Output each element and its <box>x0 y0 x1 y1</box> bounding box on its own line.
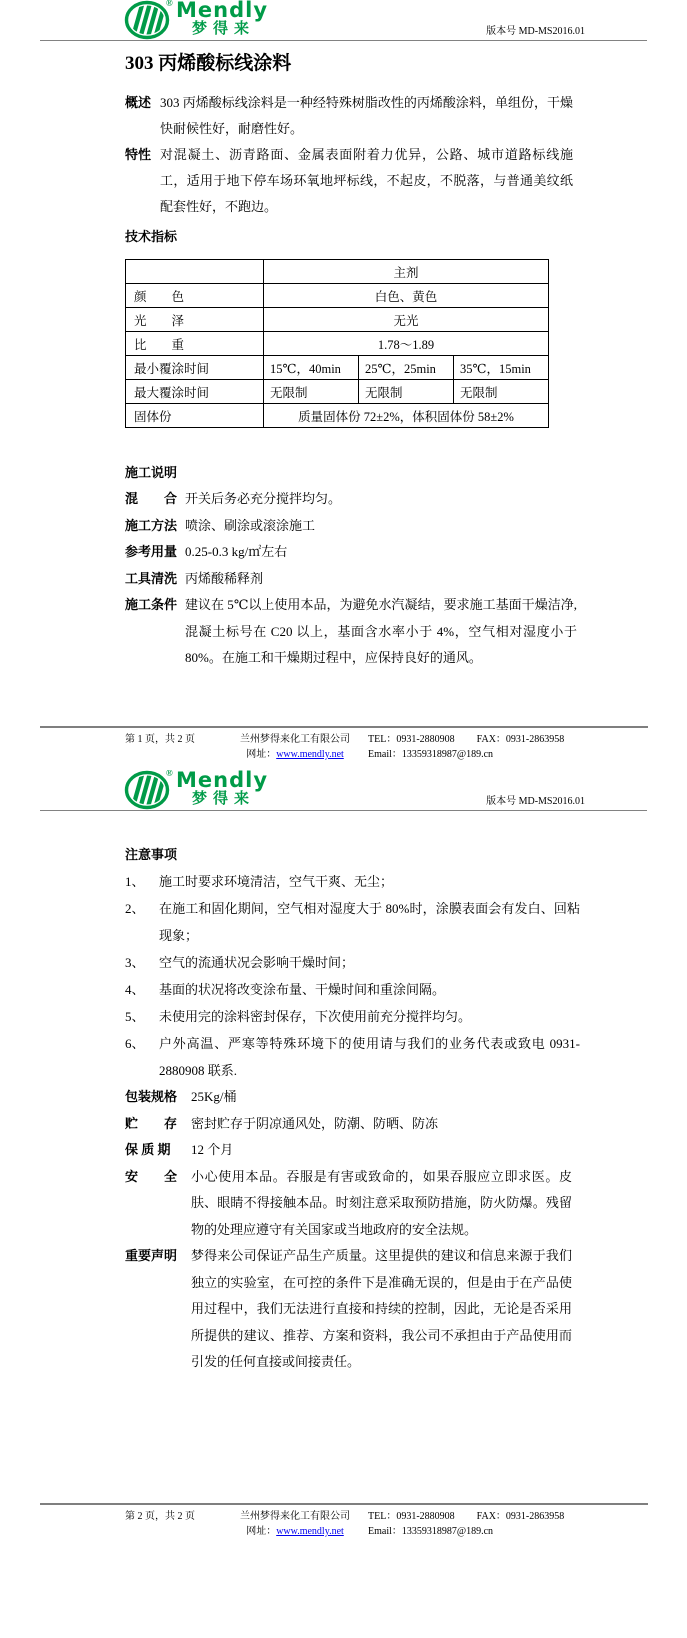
note-number: 2、 <box>125 901 145 916</box>
registered-mark-icon: ® <box>166 770 173 778</box>
item-label: 参考用量 <box>125 544 178 559</box>
brand-name: Mendly <box>176 0 269 22</box>
page-footer <box>40 1503 648 1539</box>
spec-row-density <box>126 332 549 356</box>
website-label: 网址： <box>246 1526 277 1537</box>
spec-label-cell: 最小覆涂时间 <box>126 356 264 380</box>
document-page-2 <box>0 770 687 1540</box>
construction-item-cleaning <box>125 566 687 593</box>
footer-columns <box>40 1509 648 1539</box>
spec-label-cell: 比 重 <box>126 332 264 356</box>
fax-label: FAX：0931-2863958 <box>476 1511 565 1522</box>
spec-value-cell: 白色、黄色 <box>264 284 549 308</box>
item-text: 开关后务必充分搅拌均匀。 <box>185 491 342 506</box>
spec-value-cell: 15℃，40min <box>264 356 359 380</box>
item-text: 0.25-0.3 kg/㎡左右 <box>185 544 288 559</box>
note-text: 在施工和固化期间，空气相对湿度大于 80%时，涂膜表面会有发白、回粘现象； <box>159 901 580 943</box>
construction-item-dosage <box>125 539 687 566</box>
note-item-4 <box>125 976 687 1003</box>
document-page-1 <box>0 0 687 770</box>
note-text: 基面的状况将改变涂布量、干燥时间和重涂间隔。 <box>159 982 446 997</box>
tel-fax-line <box>368 1509 564 1524</box>
item-text: 丙烯酸稀释剂 <box>185 570 264 586</box>
spec-value-cell: 35℃，15min <box>454 356 549 380</box>
tech-spec-heading: 技术指标 <box>125 229 178 244</box>
info-label: 包装规格 <box>125 1089 178 1104</box>
note-number: 5、 <box>125 1009 145 1024</box>
notes-heading: 注意事项 <box>125 847 178 862</box>
tech-spec-table <box>125 259 549 428</box>
brand-logo <box>124 770 268 810</box>
spec-label-cell: 光 泽 <box>126 308 264 332</box>
brand-logo <box>124 0 268 40</box>
website-link[interactable]: www.mendly.net <box>276 1526 344 1537</box>
spec-corner-cell <box>126 260 264 284</box>
info-label: 保 质 期 <box>125 1142 171 1157</box>
overview-text: 303 丙烯酸标线涂料是一种经特殊树脂改性的丙烯酸涂料，单组份，干燥快耐候性好，耐磨性好。 <box>160 95 573 136</box>
feature-label: 特性 <box>125 147 152 162</box>
item-label: 混 合 <box>125 491 178 506</box>
spec-header-cell: 主剂 <box>264 260 549 284</box>
item-text: 建议在 5℃以上使用本品，为避免水汽凝结，要求施工基面干燥洁净, 混凝土标号在 C20 以上，基面含水率小于 4%，空气相对湿度小于 80%。在施工和干燥期过程中，应保持良好的通风。 <box>185 597 577 665</box>
footer-company-block <box>240 732 350 762</box>
product-title: 303 丙烯酸标线涂料 <box>125 53 292 74</box>
footer-contact-block <box>368 732 564 762</box>
email-label: Email：13359318987@189.cn <box>368 749 494 760</box>
note-text: 未使用完的涂料密封保存，下次使用前充分搅拌均匀。 <box>159 1009 472 1024</box>
brand-name-block <box>176 0 268 37</box>
footer-columns <box>40 732 648 762</box>
page-footer <box>40 726 648 762</box>
note-number: 3、 <box>125 955 145 970</box>
overview-section <box>125 90 687 142</box>
spec-value-cell: 无限制 <box>264 380 359 404</box>
footer-company-block <box>240 1509 350 1539</box>
brand-name: Mendly <box>176 770 269 792</box>
note-item-2 <box>125 895 687 949</box>
info-text: 密封贮存于阴凉通风处，防潮、防晒、防冻 <box>191 1115 439 1131</box>
spec-row-header <box>126 260 549 284</box>
note-text: 空气的流通状况会影响干燥时间； <box>159 955 355 970</box>
tel-label: TEL：0931-2880908 <box>368 1511 455 1522</box>
mendly-logo-icon <box>124 770 170 810</box>
mendly-logo-icon <box>124 0 170 40</box>
spec-row-gloss <box>126 308 549 332</box>
spec-label-cell: 固体份 <box>126 404 264 428</box>
info-item-safety <box>125 1164 687 1244</box>
tel-label: TEL：0931-2880908 <box>368 734 455 745</box>
note-item-6 <box>125 1030 687 1084</box>
overview-label: 概述 <box>125 95 152 110</box>
info-text: 25Kg/桶 <box>191 1089 237 1104</box>
construction-heading: 施工说明 <box>125 465 178 480</box>
website-line <box>240 1524 350 1539</box>
construction-item-method <box>125 513 687 540</box>
page-header <box>40 770 647 810</box>
note-text: 施工时要求环境清洁，空气干爽、无尘； <box>159 874 394 889</box>
feature-section <box>125 142 687 220</box>
note-item-3 <box>125 949 687 976</box>
version-label: 版本号 MD-MS2016.01 <box>486 796 585 807</box>
page-header <box>40 0 647 40</box>
info-item-packaging <box>125 1084 687 1111</box>
note-text: 户外高温、严寒等特殊环境下的使用请与我们的业务代表或致电 0931-2880908 联系. <box>159 1036 580 1078</box>
info-item-shelf-life <box>125 1137 687 1164</box>
page-number-label: 第 2 页，共 2 页 <box>125 1511 195 1522</box>
spec-value-cell: 无光 <box>264 308 549 332</box>
website-link[interactable]: www.mendly.net <box>276 749 344 760</box>
spec-value-cell: 无限制 <box>454 380 549 404</box>
note-number: 4、 <box>125 982 145 997</box>
brand-name-block <box>176 770 268 807</box>
info-text: 梦得来公司保证产品生产质量。这里提供的建议和信息来源于我们独立的实验室，在可控的条件下是准确无误的，但是由于在产品使用过程中，我们无法进行直接和持续的控制，因此，无论是否采用所提供的建议、推荐、方案和资料，我公司不承担由于产品使用而引发的任何直接或间接责任。 <box>191 1248 572 1369</box>
spec-value-cell: 质量固体份 72±2%，体积固体份 58±2% <box>264 404 549 428</box>
company-name: 兰州梦得来化工有限公司 <box>240 1511 350 1522</box>
website-line <box>240 747 350 762</box>
info-label: 重要声明 <box>125 1248 178 1263</box>
brand-name-cn: 梦得来 <box>192 21 256 37</box>
email-label: Email：13359318987@189.cn <box>368 1526 494 1537</box>
website-label: 网址： <box>246 749 277 760</box>
note-number: 1、 <box>125 874 145 889</box>
footer-contact-block <box>368 1509 564 1539</box>
spec-value-cell: 1.78～1.89 <box>264 332 549 356</box>
info-text: 小心使用本品。吞服是有害或致命的，如果吞服应立即求医。皮肤、眼睛不得接触本品。时刻注意采取预防措施，防火防爆。残留物的处理应遵守有关国家或当地政府的安全法规。 <box>191 1168 572 1237</box>
spec-row-min-recoat <box>126 356 549 380</box>
info-text: 12 个月 <box>191 1142 234 1157</box>
spec-value-cell: 无限制 <box>359 380 454 404</box>
spec-row-solids <box>126 404 549 428</box>
item-label: 工具清洗 <box>125 570 178 586</box>
spec-label-cell: 颜 色 <box>126 284 264 308</box>
header-divider <box>40 40 647 41</box>
spec-value-cell: 25℃，25min <box>359 356 454 380</box>
company-name: 兰州梦得来化工有限公司 <box>240 734 350 745</box>
item-label: 施工条件 <box>125 597 178 612</box>
version-label: 版本号 MD-MS2016.01 <box>486 26 585 37</box>
construction-item-mixing <box>125 486 687 513</box>
info-item-disclaimer <box>125 1243 687 1376</box>
feature-text: 对混凝土、沥青路面、金属表面附着力优异，公路、城市道路标线施工，适用于地下停车场环氧地坪标线，不起皮，不脱落，与普通美纹纸配套性好，不跑边。 <box>160 147 573 214</box>
fax-label: FAX：0931-2863958 <box>476 734 565 745</box>
info-item-storage <box>125 1111 687 1138</box>
spec-row-color <box>126 284 549 308</box>
note-item-1 <box>125 868 687 895</box>
registered-mark-icon: ® <box>166 0 173 8</box>
item-text: 喷涂、刷涂或滚涂施工 <box>185 517 316 533</box>
page-number-label: 第 1 页，共 2 页 <box>125 734 195 745</box>
spec-row-max-recoat <box>126 380 549 404</box>
tel-fax-line <box>368 732 564 747</box>
info-label: 安 全 <box>125 1168 178 1184</box>
spec-label-cell: 最大覆涂时间 <box>126 380 264 404</box>
note-number: 6、 <box>125 1036 145 1051</box>
item-label: 施工方法 <box>125 517 178 533</box>
note-item-5 <box>125 1003 687 1030</box>
info-label: 贮 存 <box>125 1115 178 1131</box>
header-divider <box>40 810 647 811</box>
construction-item-conditions <box>125 592 687 672</box>
brand-name-cn: 梦得来 <box>192 791 256 807</box>
